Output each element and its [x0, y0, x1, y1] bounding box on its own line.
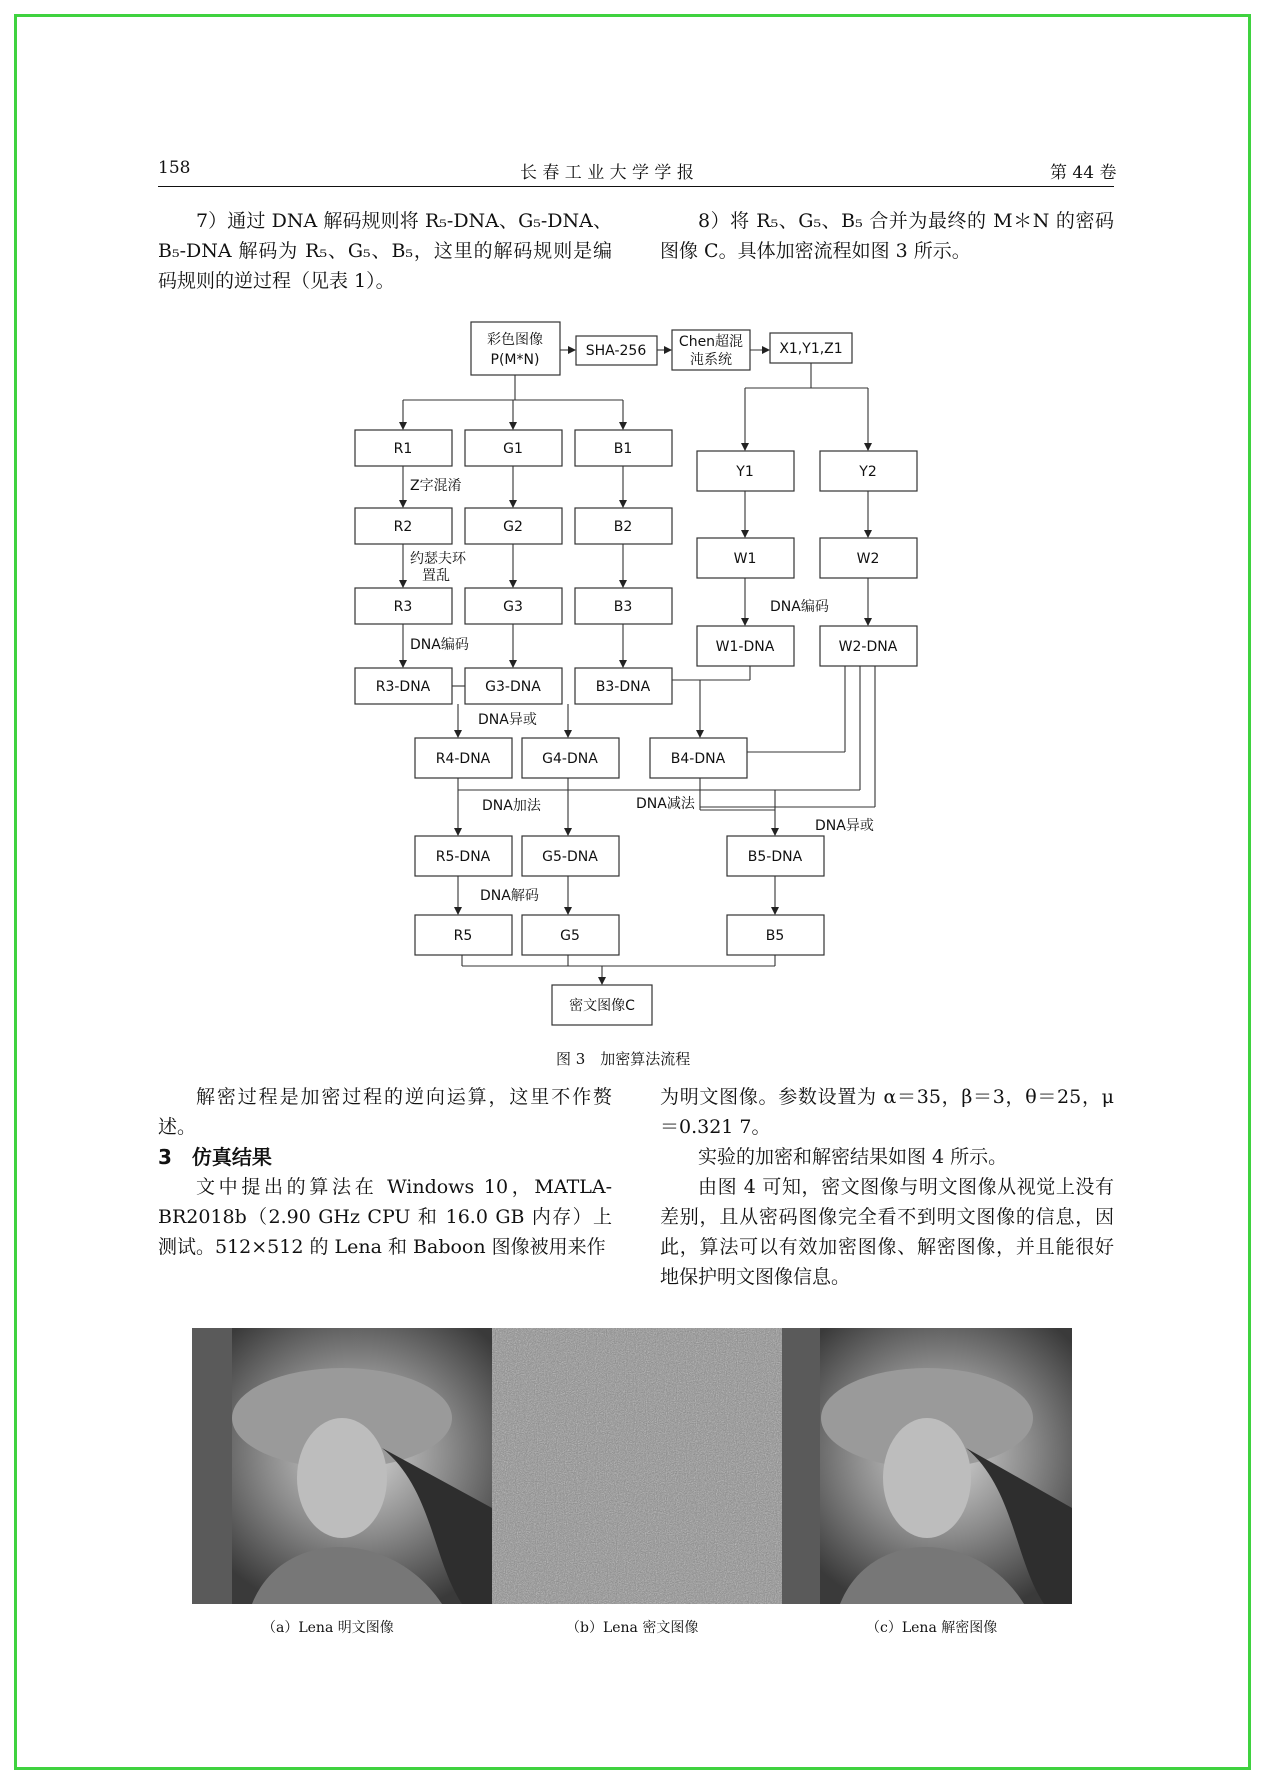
- paragraph-decryption: 解密过程是加密过程的逆向运算，这里不作赘述。: [158, 1086, 612, 1138]
- edge-label-dna-xor-1: DNA异或: [478, 712, 537, 728]
- edge-label-dna-encode-right: DNA编码: [770, 599, 829, 615]
- label-w1dna: W1-DNA: [715, 639, 775, 655]
- label-r5: R5: [453, 928, 473, 944]
- label-chen-1: Chen超混: [678, 334, 744, 350]
- edge-label-josephus-1: 约瑟夫环: [410, 551, 466, 567]
- label-b3dna: B3-DNA: [595, 679, 651, 695]
- label-b3: B3: [613, 599, 633, 615]
- volume-label: 第 44 卷: [1050, 163, 1117, 183]
- figure3-caption: 图 3 加密算法流程: [556, 1050, 691, 1068]
- label-g5: G5: [560, 928, 580, 944]
- label-sha256: SHA-256: [585, 343, 647, 359]
- edge-label-zscramble: Z字混淆: [410, 478, 462, 494]
- journal-name: 长 春 工 业 大 学 学 报: [520, 163, 694, 183]
- paragraph-simulation: 文中提出的算法在 Windows 10，MATLA-BR2018b（2.90 GHz CPU 和 16.0 GB 内存）上测试。512×512 的 Lena 和 Baboon 图像被用来作: [158, 1176, 612, 1258]
- caption-c: （c）Lena 解密图像: [866, 1620, 998, 1636]
- label-b4dna: B4-DNA: [670, 751, 726, 767]
- label-r1: R1: [393, 441, 413, 457]
- label-w2: W2: [856, 551, 880, 567]
- paragraph-results: 由图 4 可知，密文图像与明文图像从视觉上没有差别，且从密码图像完全看不到明文图像的信息，因此，算法可以有效加密图像、解密图像，并且能很好地保护明文图像信息。: [660, 1176, 1114, 1288]
- left-column-bottom: [158, 1082, 612, 1262]
- label-r2: R2: [393, 519, 413, 535]
- label-input-2: P(M*N): [490, 352, 540, 368]
- label-y2: Y2: [859, 464, 877, 480]
- caption-a: （a）Lena 明文图像: [262, 1620, 394, 1636]
- lena-cipher-image: [492, 1328, 782, 1604]
- label-r3: R3: [393, 599, 413, 615]
- label-r3dna: R3-DNA: [375, 679, 431, 695]
- label-y1: Y1: [736, 464, 754, 480]
- label-output: 密文图像C: [569, 998, 635, 1014]
- paragraph-params: 为明文图像。参数设置为 α＝35，β＝3，θ＝25，μ＝0.321 7。: [660, 1086, 1114, 1138]
- edge-label-dna-encode-left: DNA编码: [410, 637, 469, 653]
- paragraph-results-intro: 实验的加密和解密结果如图 4 所示。: [698, 1146, 1008, 1168]
- label-g1: G1: [503, 441, 523, 457]
- paragraph-step8: 8）将 R₅、G₅、B₅ 合并为最终的 M＊N 的密码图像 C。具体加密流程如图 3 所示。: [660, 210, 1114, 262]
- paragraph-step7: 7）通过 DNA 解码规则将 R₅-DNA、G₅-DNA、B₅-DNA 解码为 R₅、G₅、B₅，这里的解码规则是编码规则的逆过程（见表 1）。: [158, 210, 612, 292]
- edge-label-dna-decode: DNA解码: [480, 888, 539, 904]
- label-input-1: 彩色图像: [487, 332, 543, 348]
- edge-label-josephus-2: 置乱: [422, 568, 450, 584]
- label-b5dna: B5-DNA: [747, 849, 803, 865]
- label-g3: G3: [503, 599, 523, 615]
- label-w2dna: W2-DNA: [838, 639, 898, 655]
- label-g4dna: G4-DNA: [542, 751, 598, 767]
- caption-b: （b）Lena 密文图像: [566, 1620, 699, 1636]
- label-chen-2: 沌系统: [690, 352, 732, 368]
- lena-plain-image: [192, 1328, 492, 1604]
- section-heading: 3 仿真结果: [158, 1145, 272, 1169]
- label-g5dna: G5-DNA: [542, 849, 598, 865]
- label-r4dna: R4-DNA: [435, 751, 491, 767]
- page-number: 158: [158, 158, 191, 178]
- edge-label-dna-add: DNA加法: [482, 798, 541, 814]
- label-b1: B1: [613, 441, 633, 457]
- right-column-bottom: [660, 1082, 1114, 1292]
- label-g2: G2: [503, 519, 523, 535]
- label-r5dna: R5-DNA: [435, 849, 491, 865]
- edge-label-dna-sub: DNA减法: [636, 796, 695, 812]
- label-g3dna: G3-DNA: [485, 679, 541, 695]
- label-b5: B5: [765, 928, 785, 944]
- label-xyz: X1,Y1,Z1: [779, 341, 843, 357]
- label-w1: W1: [733, 551, 757, 567]
- lena-decrypted-image: [782, 1328, 1072, 1604]
- edge-label-dna-xor-2: DNA异或: [815, 818, 874, 834]
- label-b2: B2: [613, 519, 633, 535]
